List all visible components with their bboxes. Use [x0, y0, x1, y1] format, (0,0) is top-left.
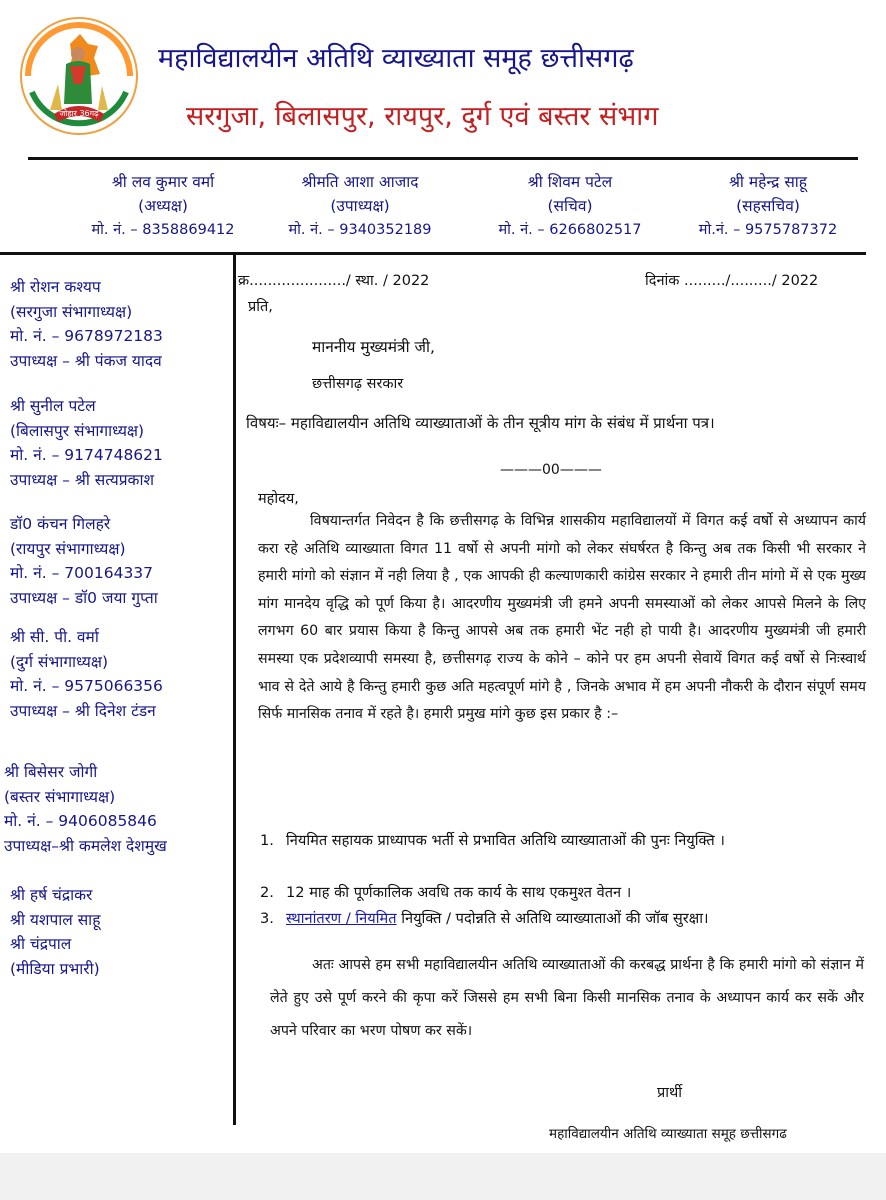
subject-line	[246, 410, 854, 436]
to-label: प्रति,	[248, 299, 273, 315]
demand-text: नियुक्ति / पदोन्नति से अतिथि व्याख्याताओं की जॉब सुरक्षा।	[396, 910, 709, 927]
division-head-phone: मो. नं. – 9575066356	[10, 677, 163, 695]
officer-phone: मो. नं. – 6266802517	[498, 222, 642, 238]
officer-secretary	[480, 170, 660, 242]
division-head-role: (रायपुर संभागाध्यक्ष)	[10, 539, 126, 558]
officer-role: (सहसचिव)	[736, 197, 800, 215]
media-role: (मीडिया प्रभारी)	[10, 959, 100, 978]
officer-phone: मो.नं. – 9575787372	[698, 222, 838, 238]
division-head-phone: मो. नं. – 9406085846	[4, 812, 157, 830]
officer-vice-president	[270, 170, 450, 242]
officer-name: श्री लव कुमार वर्मा	[111, 173, 215, 191]
officer-phone: मो. नं. – 9340352189	[288, 222, 432, 238]
header-rule	[28, 157, 858, 160]
demands-list	[258, 828, 878, 932]
demand-highlight-link[interactable]: स्थानांतरण / नियमित	[286, 910, 397, 927]
division-head-name: श्री रोशन कश्यप	[10, 278, 101, 296]
demand-item	[258, 828, 878, 880]
division-head-role: (दुर्ग संभागाध्यक्ष)	[10, 652, 109, 671]
division-head-name: डॉ0 कंचन गिलहरे	[10, 515, 111, 533]
organization-title: महाविद्यालयीन अतिथि व्याख्याता समूह छत्तीसगढ़	[158, 43, 634, 74]
division-head-name: श्री सी. पी. वर्मा	[10, 628, 99, 646]
demand-item	[258, 880, 878, 906]
logo-caption: जोहार 36गढ़	[59, 109, 99, 118]
division-head-phone: मो. नं. – 700164337	[10, 564, 154, 582]
division-deputy: उपाध्यक्ष – श्री सत्यप्रकाश	[10, 470, 155, 489]
applicant-label: प्रार्थी	[657, 1085, 683, 1101]
reference-number: क्र...................../ स्था. / 2022	[238, 273, 430, 289]
demand-number: 1.	[260, 832, 274, 849]
letter-date: दिनांक ........./........./ 2022	[645, 273, 819, 289]
division-head-phone: मो. नं. – 9678972183	[10, 327, 163, 345]
column-divider	[233, 255, 236, 1125]
officer-phone: मो. नं. – 8358869412	[91, 222, 235, 238]
demand-number: 2.	[260, 884, 274, 901]
division-head-role: (बस्तर संभागाध्यक्ष)	[4, 787, 116, 806]
sidebar-division-bastar	[4, 760, 167, 858]
sidebar-division-surguja	[10, 275, 163, 373]
division-head-phone: मो. नं. – 9174748621	[10, 446, 163, 464]
demand-number: 3.	[260, 910, 274, 927]
subject-label: विषयः–	[246, 414, 287, 432]
government-name: छत्तीसगढ़ सरकार	[312, 376, 404, 392]
section-divider: ———00———	[500, 462, 602, 478]
sidebar-division-bilaspur	[10, 394, 163, 492]
organization-logo	[14, 14, 144, 144]
demand-text: 12 माह की पूर्णकालिक अवधि तक कार्य के साथ एकमुश्त वेतन ।	[286, 884, 632, 901]
division-head-name: श्री सुनील पटेल	[10, 397, 96, 415]
division-head-role: (बिलासपुर संभागाध्यक्ष)	[10, 421, 145, 440]
media-member: श्री यशपाल साहू	[10, 910, 101, 929]
signature-line: महाविद्यालयीन अतिथि व्याख्याता समूह छत्तीसगढ	[549, 1126, 787, 1142]
division-head-name: श्री बिसेसर जोगी	[4, 763, 98, 781]
sidebar-media-team	[10, 883, 100, 981]
closing-paragraph: अतः आपसे हम सभी महाविद्यालयीन अतिथि व्याख्याताओं की करबद्ध प्रार्थना है कि हमारी मांगो को संज्ञान में लेते हुए उसे पूर्ण करने की कृपा करें जिससे हम सभी बिना किसी मानसिक तनाव के अध्यापन कार्य कर सकें और अपने परिवार का भरण पोषण कर सकें।	[270, 957, 864, 1039]
division-deputy: उपाध्यक्ष – श्री दिनेश टंडन	[10, 701, 156, 720]
body-paragraph: विषयान्तर्गत निवेदन है कि छत्तीसगढ़ के विभिन्न शासकीय महाविद्यालयों में विगत कई वर्षो से अध्यापन कार्य करा रहे अतिथि व्याख्याता विगत 11 वर्षो से अपनी मांगो को लेकर संघर्षरत है किन्तु अब तक किसी भी सरकार ने हमारी मांगो को संज्ञान में नही लिया है , एक आपकी ही कल्याणकारी कांग्रेस सरकार ने हमारी तीन मांगो में से एक मुख्य मांग मानदेय वृद्धि को पूर्ण किया है। आदरणीय मुख्यमंत्री जी हमने अपनी समस्याओं को लेकर आपसे मिलने के लिए लगभग 60 बार प्रयास किया है किन्तु आपसे अब तक हमारी भेंट नही हो पायी है। आदरणीय मुख्यमंत्री जी हमारी समस्या एक प्रदेशव्यापी समस्या है, छत्तीसगढ़ राज्य के कोने – कोने पर हम अपनी सेवायें विगत कई वर्षो से निःस्वार्थ भाव से देते आये है किन्तु हमारी कुछ अति महत्वपूर्ण मांगे है , जिनके अभाव में हम अपनी नौकरी के दौरान संपूर्ण समय सिर्फ मानसिक तनाव में रहते है। हमारी प्रमुख मांगे कुछ इस प्रकार है :–	[258, 513, 866, 723]
demand-text: नियमित सहायक प्राध्यापक भर्ती से प्रभावित अतिथि व्याख्याताओं की पुनः नियुक्ति ।	[286, 832, 725, 849]
officer-president	[78, 170, 248, 242]
division-deputy: उपाध्यक्ष – श्री पंकज यादव	[10, 351, 162, 370]
officer-name: श्री शिवम पटेल	[527, 173, 613, 191]
section-rule	[0, 252, 866, 255]
division-head-role: (सरगुजा संभागाध्यक्ष)	[10, 302, 133, 321]
division-deputy: उपाध्यक्ष–श्री कमलेश देशमुख	[4, 836, 167, 855]
sidebar-division-durg	[10, 625, 163, 723]
salutation: महोदय,	[258, 491, 299, 507]
officer-role: (उपाध्यक्ष)	[330, 197, 390, 215]
media-member: श्री हर्ष चंद्राकर	[10, 886, 93, 904]
divisions-subtitle: सरगुजा, बिलासपुर, रायपुर, दुर्ग एवं बस्तर संभाग	[186, 101, 659, 132]
logo-emblem-icon	[14, 14, 144, 144]
officer-joint-secretary	[680, 170, 856, 242]
officer-name: श्रीमति आशा आजाद	[301, 173, 419, 191]
subject-text: महाविद्यालयीन अतिथि व्याख्याताओं के तीन सूत्रीय मांग के संबंध में प्रार्थना पत्र।	[290, 414, 715, 432]
media-member: श्री चंद्रपाल	[10, 935, 72, 953]
division-deputy: उपाध्यक्ष – डॉ0 जया गुप्ता	[10, 588, 158, 607]
sidebar-division-raipur	[10, 512, 158, 610]
officer-role: (अध्यक्ष)	[138, 197, 188, 215]
officer-role: (सचिव)	[547, 197, 593, 215]
officer-name: श्री महेन्द्र साहू	[728, 173, 808, 191]
addressee: माननीय मुख्यमंत्री जी,	[312, 338, 435, 356]
demand-item	[258, 906, 878, 932]
